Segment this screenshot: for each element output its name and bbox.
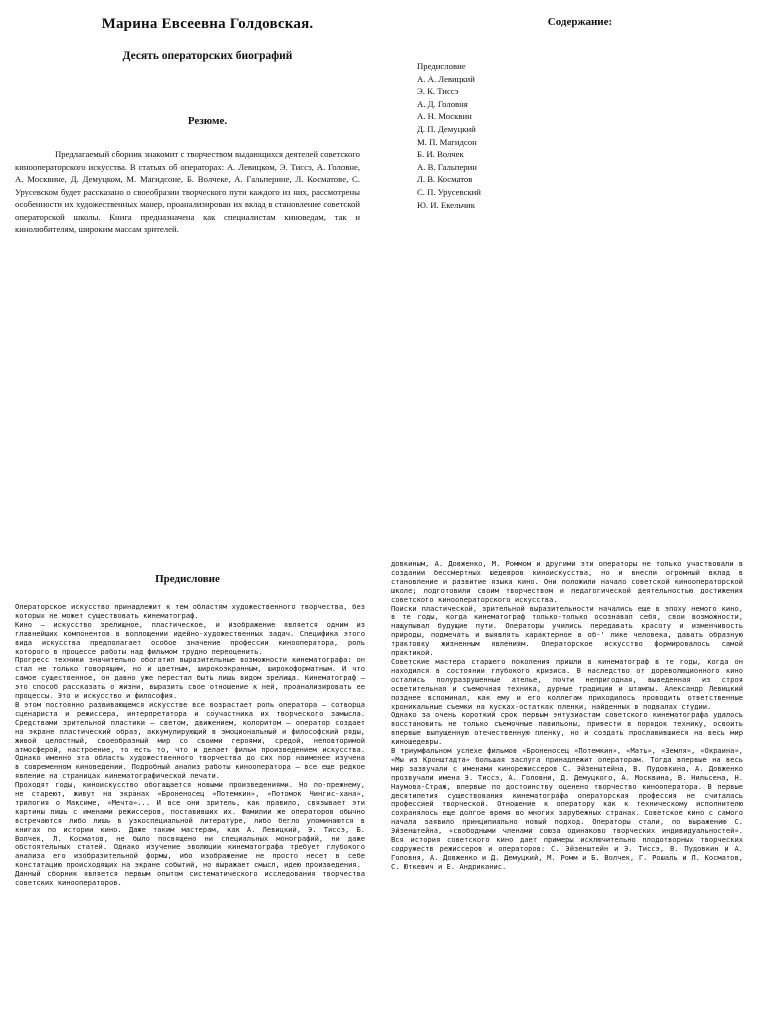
preface-heading: Предисловие — [155, 573, 220, 585]
contents-item: М. П. Магидсон — [417, 136, 477, 147]
contents-heading: Содержание: — [547, 16, 613, 28]
contents-list — [417, 60, 617, 211]
book-title: Десять операторских биографий — [122, 50, 293, 62]
preface-paragraph: В триумфальном успехе фильмов «Броненосец «Потемкин», «Мать», «Земля», «Окраина», «Мы из Кронштадта» большая заслуга принадлежит операторам. Тогда впервые на весь мир зазвучали с именами кинорежиссеров С. Эйзенштейна, В. Пудовкина, А. Довженко прозвучали имена Э. Тиссэ, А. Головни, Д. Демуцкого, А. Москвина, В. Нильсена, Н. Наумова-Страж, впервые по достоинству оценено творчество кинооператора. В первые десятилетия существования кинематографа операторская профессия не считалась профессией творческой. Отношение к оператору как к техническому исполнителю сохранялось еще долгое время во многих зарубежных странах. Советское кино с самого начала заявило принципиально новый подход. Операторы стали, по выражению С. Эйзенштейна, «свободными членами союза одинаково творческих индивидуальностей». Вся история советского кино дает примеры исключительно плодотворных творческих содружеств режиссеров и операторов: С. Эйзенштейн и Э. Тиссэ, В. Пудовкин и А. Головня, А. Довженко и Д. Демуцкий, М. Ромм и Б. Волчек, Г. Рошаль и Л. Косматов, С. Юткевич и Е. Андриканис. — [391, 746, 743, 871]
contents-item: А. В. Гальперин — [417, 161, 477, 172]
contents-item: С. П. Урусевский — [417, 186, 481, 197]
preface-left-column — [15, 603, 365, 1024]
preface-paragraph: Кино – искусство зрелищное, пластическое, и изображение является одним из главнейших компонентов в воплощении идейно-художественных задач. Специфика этого вида искусства предполагает особое значение профессии кинооператора, роль которого в процессе работы над фильмом трудно переоценить. — [15, 619, 365, 656]
preface-paragraph: Однако за очень короткий срок первым энтузиастам советского кинематографа удалось восстановить не только съемочные павильоны, привести в порядок технику, освоить впервые выпущенную отечественную пленку, но и создать прославившиеся на весь мир киношедевры. — [391, 710, 743, 747]
preface-right-column — [391, 560, 743, 1024]
contents-item: Предисловие — [417, 61, 466, 71]
preface-paragraph: довкиным, А. Довженко, М. Роммом и другими эти операторы не только участвовали в создании бессмертных шедевров киноискусства, но и внесли огромный вклад в становление и развитие языка кино. Они положили начало советской кинооператорской школе; подготовили своим творчеством и педагогической деятельностью достижения советского кинооператорского искусства. — [391, 560, 743, 604]
contents-item: Ю. И. Екельчик — [417, 199, 475, 210]
contents-item: Э. К. Тиссэ — [417, 86, 459, 97]
contents-item: Л. В. Косматов — [417, 174, 473, 185]
author-title: Марина Евсеевна Голдовская. — [101, 16, 314, 32]
preface-paragraph: В этом постоянно развивающемся искусстве все возрастает роль оператора – сотворца сценариста и режиссера, интерпретатора и соучастника их творческого замысла. Средствами зрительной пластики – светом, движением, колоритом – оператор создает на экране пластический образ, аккумулирующий в эмоциональный и философский ряды, живой целостный, своеобразный мир со своими героями, средой, неповторимой атмосферой, настроение, то есть то, что и делает фильм произведением искусства. Однако именно эта область художественного творчества до сих пор наименее изучена в современном киноведении. Подробный анализ работы кинооператора – все еще редкое явление на страницах кинематографической печати. — [15, 699, 365, 781]
resume-text: Предлагаемый сборник знакомит с творчеством выдающихся деятелей советского кинооператорского искусства. В статьях об операторах: А. Левицком, Э. Тиссэ, А. Головне, А. Москвине, Д. Демуцком, М. Магидсоне, Б. Волчеке, А. Гальперине, Л. Косматове, С. Урусевском будет рассказано о своеобразии творческого пути каждого из них, рассмотрены особенности их художественных манер, проанализирован их вклад в становление советской операторской школы. Книга предназначена как специалистам киноведам, так и кинолюбителям, широким массам зрителей. — [15, 149, 360, 234]
preface-paragraph: Прогресс техники значительно обогатил выразительные возможности кинематографа: он стал не только говорящим, но и цветным, широкоэкранным, широкоформатным. И что самое существенное, он давно уже перестал быть лишь видом зрелища. Кинематограф – это способ рассказать о жизни, выразить свое отношение к ней, проанализировать ее процессы. Это и искусство и философия. — [15, 655, 365, 701]
preface-paragraph: Советские мастера старшего поколения пришли в кинематограф в те годы, когда он находился в состоянии глубокого кризиса. В наследство от дореволюционного кино остались полуразрушенные ателье, почти непригодная, выведенная из строя осветительная и съемочная техника, дурные традиции и штампы. Александр Левицкий позднее вспоминал, как ему и его коллегам приходилось проводить ответственные хроникальные съемки на кусках-остатках пленки, найденных в подвалах студии. — [391, 656, 743, 711]
contents-item: А. Н. Москвин — [417, 111, 472, 122]
contents-item: Б. И. Волчек — [417, 149, 464, 160]
contents-item: Д. П. Демуцкий — [417, 123, 476, 134]
resume-heading: Резюме. — [187, 115, 228, 127]
preface-paragraph: Операторское искусство принадлежит к тем областям художественного творчества, без которых не может существовать кинематограф. — [15, 603, 365, 620]
preface-paragraph: Поиски пластической, зрительной выразительности начались еще в эпоху немого кино, в те годы, когда кинематограф только-только осознавал себя, свои возможности, нащупывал будущие пути. Операторы учились передавать красоту и изменчивость природы, подмечать и выявлять характерное в об-' лике человека, давать образную трактовку жизненным явлениям. Операторское искусство формировалось самой практикой. — [391, 603, 743, 658]
contents-item: А. Д. Головня — [417, 98, 468, 109]
preface-paragraph: Проходят годы, киноискусство обогащается новыми произведениями. Но по-прежнему, не стареют, живут на экранах «Броненосец «Потемкин», «Потомок Чингис-хана», трилогия о Максиме, «Мечта»... И все они зритель, как правило, связывает эти картины лишь с именами режиссеров, поставивших их. Фамилии же операторов обычно встречаются либо лишь в узкоспециальной литературе, либо бегло упоминаются в книгах по истории кино. Даже таким мастерам, как А. Левицкий, Э. Тиссэ, Б. Волчек, Л. Косматов, не было посвящено ни специальных монографий, ни даже обстоятельных статей. Однако изучение эволюции кинематографа требует глубокого анализа его изобразительной формы, ибо изображение не просто несет в себе констатацию происходящих на экране событий, но выражает смысл, идею произведения. — [15, 780, 365, 870]
contents-item: А. А. Левицкий — [417, 73, 475, 84]
preface-paragraph: Данный сборник является первым опытом систематического исследования творчества советских кинооператоров. — [15, 869, 365, 888]
